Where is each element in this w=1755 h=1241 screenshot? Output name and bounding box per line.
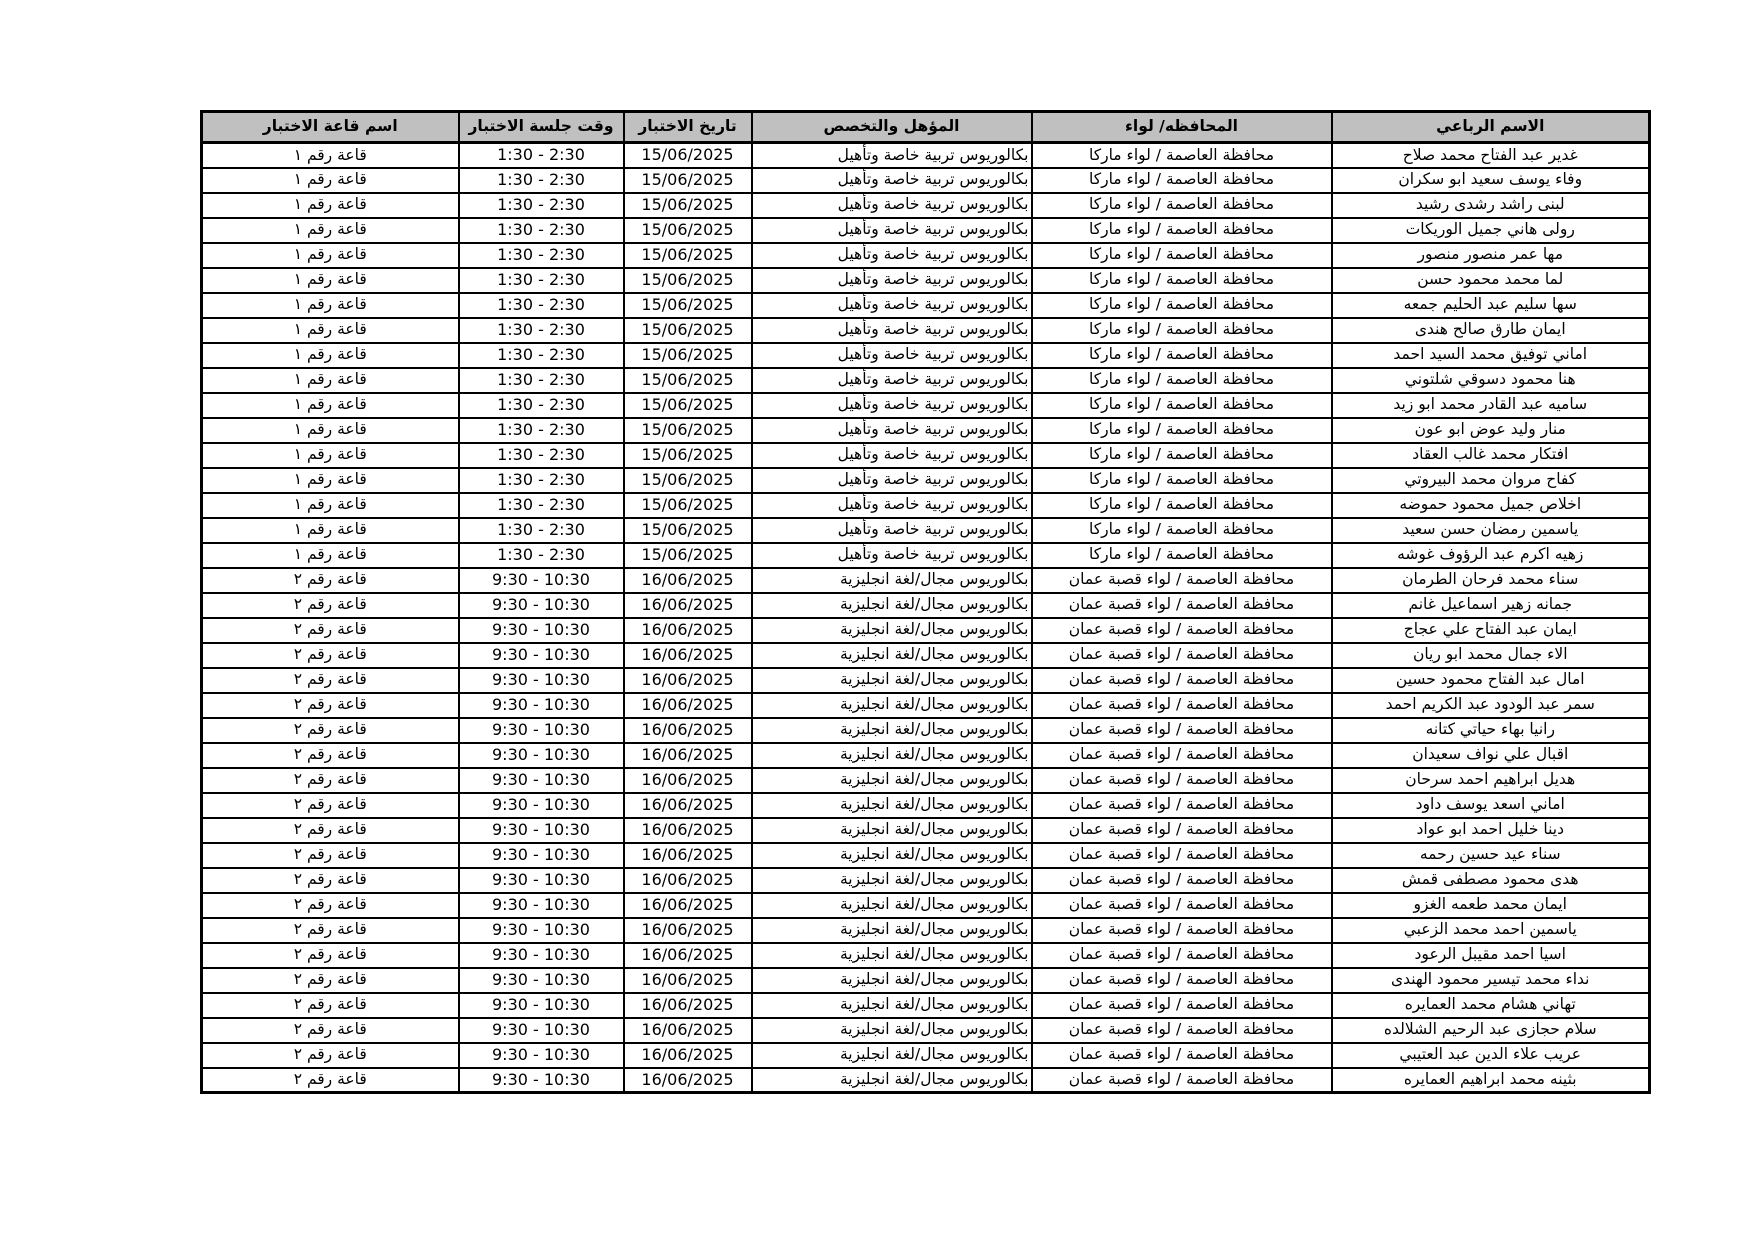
cell-full-name: اماني اسعد يوسف داود — [1332, 793, 1650, 818]
cell-exam-date: 15/06/2025 — [624, 418, 752, 443]
table-row — [202, 443, 1650, 468]
cell-exam-hall: قاعة رقم ١ — [202, 543, 459, 568]
table-row — [202, 843, 1650, 868]
cell-full-name: رانيا بهاء حياتي كتانه — [1332, 718, 1650, 743]
header-governorate: المحافظه/ لواء — [1032, 112, 1332, 143]
cell-full-name: عريب علاء الدين عبد العتيبي — [1332, 1043, 1650, 1068]
cell-governorate: محافظة العاصمة / لواء قصبة عمان — [1032, 593, 1332, 618]
cell-qualification: بكالوريوس تربية خاصة وتأهيل — [752, 268, 1032, 293]
cell-full-name: سلام حجازى عبد الرحيم الشلالده — [1332, 1018, 1650, 1043]
cell-qualification: بكالوريوس مجال/لغة انجليزية — [752, 568, 1032, 593]
cell-exam-date: 16/06/2025 — [624, 668, 752, 693]
cell-full-name: هنا محمود دسوقي شلتوني — [1332, 368, 1650, 393]
cell-full-name: كفاح مروان محمد البيروتي — [1332, 468, 1650, 493]
cell-exam-hall: قاعة رقم ٢ — [202, 768, 459, 793]
cell-exam-time: 1:30 - 2:30 — [459, 193, 624, 218]
cell-qualification: بكالوريوس مجال/لغة انجليزية — [752, 618, 1032, 643]
cell-qualification: بكالوريوس مجال/لغة انجليزية — [752, 943, 1032, 968]
cell-qualification: بكالوريوس مجال/لغة انجليزية — [752, 1043, 1032, 1068]
cell-exam-time: 1:30 - 2:30 — [459, 543, 624, 568]
cell-exam-time: 9:30 - 10:30 — [459, 843, 624, 868]
cell-exam-hall: قاعة رقم ٢ — [202, 568, 459, 593]
cell-governorate: محافظة العاصمة / لواء ماركا — [1032, 218, 1332, 243]
cell-exam-hall: قاعة رقم ٢ — [202, 868, 459, 893]
cell-exam-hall: قاعة رقم ٢ — [202, 993, 459, 1018]
cell-exam-time: 1:30 - 2:30 — [459, 443, 624, 468]
table-row — [202, 868, 1650, 893]
cell-exam-date: 16/06/2025 — [624, 693, 752, 718]
cell-exam-hall: قاعة رقم ٢ — [202, 1043, 459, 1068]
cell-exam-time: 9:30 - 10:30 — [459, 993, 624, 1018]
exam-table-body — [202, 143, 1650, 1093]
table-row — [202, 968, 1650, 993]
cell-governorate: محافظة العاصمة / لواء قصبة عمان — [1032, 768, 1332, 793]
cell-qualification: بكالوريوس تربية خاصة وتأهيل — [752, 193, 1032, 218]
cell-qualification: بكالوريوس تربية خاصة وتأهيل — [752, 218, 1032, 243]
header-qualification: المؤهل والتخصص — [752, 112, 1032, 143]
table-row — [202, 893, 1650, 918]
cell-exam-date: 15/06/2025 — [624, 193, 752, 218]
cell-qualification: بكالوريوس تربية خاصة وتأهيل — [752, 443, 1032, 468]
cell-governorate: محافظة العاصمة / لواء ماركا — [1032, 493, 1332, 518]
cell-qualification: بكالوريوس مجال/لغة انجليزية — [752, 768, 1032, 793]
table-row — [202, 543, 1650, 568]
cell-full-name: نداء محمد تيسير محمود الهندى — [1332, 968, 1650, 993]
cell-exam-hall: قاعة رقم ١ — [202, 293, 459, 318]
table-row — [202, 718, 1650, 743]
cell-exam-time: 9:30 - 10:30 — [459, 618, 624, 643]
cell-governorate: محافظة العاصمة / لواء قصبة عمان — [1032, 643, 1332, 668]
cell-exam-time: 9:30 - 10:30 — [459, 718, 624, 743]
cell-exam-time: 1:30 - 2:30 — [459, 293, 624, 318]
cell-exam-time: 1:30 - 2:30 — [459, 218, 624, 243]
cell-governorate: محافظة العاصمة / لواء قصبة عمان — [1032, 893, 1332, 918]
cell-full-name: رولى هاني جميل الوريكات — [1332, 218, 1650, 243]
cell-full-name: اماني توفيق محمد السيد احمد — [1332, 343, 1650, 368]
cell-exam-date: 16/06/2025 — [624, 593, 752, 618]
cell-exam-time: 9:30 - 10:30 — [459, 768, 624, 793]
cell-governorate: محافظة العاصمة / لواء ماركا — [1032, 543, 1332, 568]
cell-full-name: امال عبد الفتاح محمود حسين — [1332, 668, 1650, 693]
table-header — [202, 112, 1650, 143]
exam-schedule-table-container — [200, 110, 1648, 1094]
table-row — [202, 343, 1650, 368]
cell-governorate: محافظة العاصمة / لواء ماركا — [1032, 518, 1332, 543]
cell-governorate: محافظة العاصمة / لواء قصبة عمان — [1032, 718, 1332, 743]
cell-exam-date: 15/06/2025 — [624, 243, 752, 268]
cell-qualification: بكالوريوس مجال/لغة انجليزية — [752, 818, 1032, 843]
cell-qualification: بكالوريوس تربية خاصة وتأهيل — [752, 368, 1032, 393]
cell-full-name: ايمان طارق صالح هندى — [1332, 318, 1650, 343]
table-row — [202, 643, 1650, 668]
table-row — [202, 1068, 1650, 1093]
cell-governorate: محافظة العاصمة / لواء ماركا — [1032, 393, 1332, 418]
cell-governorate: محافظة العاصمة / لواء ماركا — [1032, 243, 1332, 268]
header-exam-hall: اسم قاعة الاختبار — [202, 112, 459, 143]
cell-exam-time: 9:30 - 10:30 — [459, 643, 624, 668]
cell-governorate: محافظة العاصمة / لواء قصبة عمان — [1032, 818, 1332, 843]
cell-governorate: محافظة العاصمة / لواء ماركا — [1032, 343, 1332, 368]
table-row — [202, 243, 1650, 268]
table-row — [202, 693, 1650, 718]
cell-governorate: محافظة العاصمة / لواء ماركا — [1032, 268, 1332, 293]
table-row — [202, 943, 1650, 968]
cell-exam-date: 15/06/2025 — [624, 518, 752, 543]
table-row — [202, 168, 1650, 193]
cell-full-name: مها عمر منصور منصور — [1332, 243, 1650, 268]
cell-full-name: ساميه عبد القادر محمد ابو زيد — [1332, 393, 1650, 418]
cell-qualification: بكالوريوس مجال/لغة انجليزية — [752, 668, 1032, 693]
cell-exam-hall: قاعة رقم ٢ — [202, 1068, 459, 1093]
cell-exam-hall: قاعة رقم ٢ — [202, 968, 459, 993]
cell-exam-time: 1:30 - 2:30 — [459, 143, 624, 168]
cell-qualification: بكالوريوس تربية خاصة وتأهيل — [752, 418, 1032, 443]
cell-exam-time: 1:30 - 2:30 — [459, 493, 624, 518]
cell-governorate: محافظة العاصمة / لواء قصبة عمان — [1032, 1018, 1332, 1043]
cell-qualification: بكالوريوس تربية خاصة وتأهيل — [752, 493, 1032, 518]
cell-full-name: اخلاص جميل محمود حموضه — [1332, 493, 1650, 518]
cell-exam-time: 1:30 - 2:30 — [459, 168, 624, 193]
cell-governorate: محافظة العاصمة / لواء قصبة عمان — [1032, 1068, 1332, 1093]
cell-exam-hall: قاعة رقم ٢ — [202, 918, 459, 943]
cell-exam-date: 16/06/2025 — [624, 1018, 752, 1043]
cell-exam-time: 1:30 - 2:30 — [459, 343, 624, 368]
cell-exam-date: 15/06/2025 — [624, 493, 752, 518]
cell-full-name: زهيه اكرم عبد الرؤوف غوشه — [1332, 543, 1650, 568]
cell-exam-date: 16/06/2025 — [624, 868, 752, 893]
cell-exam-hall: قاعة رقم ١ — [202, 143, 459, 168]
cell-governorate: محافظة العاصمة / لواء قصبة عمان — [1032, 968, 1332, 993]
cell-exam-hall: قاعة رقم ١ — [202, 393, 459, 418]
cell-full-name: ياسمين رمضان حسن سعيد — [1332, 518, 1650, 543]
cell-exam-hall: قاعة رقم ١ — [202, 518, 459, 543]
cell-qualification: بكالوريوس مجال/لغة انجليزية — [752, 593, 1032, 618]
cell-governorate: محافظة العاصمة / لواء قصبة عمان — [1032, 668, 1332, 693]
table-row — [202, 1043, 1650, 1068]
cell-exam-time: 9:30 - 10:30 — [459, 1043, 624, 1068]
table-row — [202, 368, 1650, 393]
cell-full-name: ايمان محمد طعمه الغزو — [1332, 893, 1650, 918]
cell-exam-time: 9:30 - 10:30 — [459, 818, 624, 843]
cell-exam-hall: قاعة رقم ١ — [202, 468, 459, 493]
cell-exam-date: 16/06/2025 — [624, 818, 752, 843]
cell-full-name: سمر عبد الودود عبد الكريم احمد — [1332, 693, 1650, 718]
cell-exam-time: 9:30 - 10:30 — [459, 968, 624, 993]
cell-full-name: سناء محمد فرحان الطرمان — [1332, 568, 1650, 593]
table-row — [202, 568, 1650, 593]
table-row — [202, 318, 1650, 343]
cell-exam-hall: قاعة رقم ٢ — [202, 643, 459, 668]
cell-exam-hall: قاعة رقم ٢ — [202, 593, 459, 618]
cell-exam-hall: قاعة رقم ٢ — [202, 793, 459, 818]
cell-exam-date: 15/06/2025 — [624, 268, 752, 293]
cell-governorate: محافظة العاصمة / لواء ماركا — [1032, 143, 1332, 168]
cell-full-name: دينا خليل احمد ابو عواد — [1332, 818, 1650, 843]
cell-qualification: بكالوريوس مجال/لغة انجليزية — [752, 868, 1032, 893]
cell-qualification: بكالوريوس مجال/لغة انجليزية — [752, 743, 1032, 768]
cell-qualification: بكالوريوس تربية خاصة وتأهيل — [752, 243, 1032, 268]
cell-exam-date: 16/06/2025 — [624, 943, 752, 968]
cell-exam-hall: قاعة رقم ٢ — [202, 668, 459, 693]
table-row — [202, 293, 1650, 318]
cell-exam-date: 16/06/2025 — [624, 568, 752, 593]
cell-exam-hall: قاعة رقم ٢ — [202, 718, 459, 743]
cell-exam-time: 1:30 - 2:30 — [459, 393, 624, 418]
cell-qualification: بكالوريوس مجال/لغة انجليزية — [752, 1068, 1032, 1093]
cell-governorate: محافظة العاصمة / لواء ماركا — [1032, 318, 1332, 343]
header-exam-time: وقت جلسة الاختبار — [459, 112, 624, 143]
cell-exam-hall: قاعة رقم ١ — [202, 193, 459, 218]
cell-exam-date: 15/06/2025 — [624, 143, 752, 168]
cell-exam-date: 16/06/2025 — [624, 768, 752, 793]
cell-exam-date: 15/06/2025 — [624, 543, 752, 568]
cell-exam-date: 16/06/2025 — [624, 993, 752, 1018]
cell-exam-date: 15/06/2025 — [624, 443, 752, 468]
cell-governorate: محافظة العاصمة / لواء ماركا — [1032, 368, 1332, 393]
table-row — [202, 518, 1650, 543]
cell-exam-date: 15/06/2025 — [624, 318, 752, 343]
cell-qualification: بكالوريوس مجال/لغة انجليزية — [752, 793, 1032, 818]
cell-qualification: بكالوريوس مجال/لغة انجليزية — [752, 893, 1032, 918]
cell-full-name: غدير عبد الفتاح محمد صلاح — [1332, 143, 1650, 168]
cell-full-name: لما محمد محمود حسن — [1332, 268, 1650, 293]
cell-full-name: تهاني هشام محمد العمايره — [1332, 993, 1650, 1018]
cell-qualification: بكالوريوس مجال/لغة انجليزية — [752, 918, 1032, 943]
cell-exam-time: 9:30 - 10:30 — [459, 893, 624, 918]
cell-qualification: بكالوريوس تربية خاصة وتأهيل — [752, 168, 1032, 193]
cell-governorate: محافظة العاصمة / لواء قصبة عمان — [1032, 743, 1332, 768]
table-row — [202, 218, 1650, 243]
cell-exam-hall: قاعة رقم ١ — [202, 218, 459, 243]
cell-full-name: جمانه زهير اسماعيل غانم — [1332, 593, 1650, 618]
table-row — [202, 1018, 1650, 1043]
cell-full-name: ياسمين احمد محمد الزعبي — [1332, 918, 1650, 943]
cell-full-name: اقبال علي نواف سعيدان — [1332, 743, 1650, 768]
cell-qualification: بكالوريوس تربية خاصة وتأهيل — [752, 143, 1032, 168]
cell-exam-date: 16/06/2025 — [624, 793, 752, 818]
cell-governorate: محافظة العاصمة / لواء قصبة عمان — [1032, 793, 1332, 818]
cell-exam-hall: قاعة رقم ١ — [202, 443, 459, 468]
table-row — [202, 618, 1650, 643]
cell-exam-hall: قاعة رقم ١ — [202, 343, 459, 368]
cell-exam-time: 9:30 - 10:30 — [459, 743, 624, 768]
cell-exam-date: 16/06/2025 — [624, 718, 752, 743]
cell-governorate: محافظة العاصمة / لواء قصبة عمان — [1032, 868, 1332, 893]
cell-governorate: محافظة العاصمة / لواء ماركا — [1032, 443, 1332, 468]
table-row — [202, 818, 1650, 843]
cell-qualification: بكالوريوس تربية خاصة وتأهيل — [752, 343, 1032, 368]
cell-governorate: محافظة العاصمة / لواء ماركا — [1032, 168, 1332, 193]
cell-exam-date: 15/06/2025 — [624, 368, 752, 393]
cell-exam-time: 9:30 - 10:30 — [459, 668, 624, 693]
cell-exam-time: 9:30 - 10:30 — [459, 918, 624, 943]
cell-exam-date: 15/06/2025 — [624, 168, 752, 193]
cell-governorate: محافظة العاصمة / لواء قصبة عمان — [1032, 943, 1332, 968]
cell-full-name: الاء جمال محمد ابو ريان — [1332, 643, 1650, 668]
cell-full-name: منار وليد عوض ابو عون — [1332, 418, 1650, 443]
cell-exam-hall: قاعة رقم ١ — [202, 318, 459, 343]
cell-exam-time: 1:30 - 2:30 — [459, 368, 624, 393]
cell-exam-hall: قاعة رقم ٢ — [202, 818, 459, 843]
table-row — [202, 193, 1650, 218]
cell-governorate: محافظة العاصمة / لواء ماركا — [1032, 418, 1332, 443]
cell-exam-hall: قاعة رقم ٢ — [202, 743, 459, 768]
cell-governorate: محافظة العاصمة / لواء قصبة عمان — [1032, 568, 1332, 593]
cell-governorate: محافظة العاصمة / لواء قصبة عمان — [1032, 1043, 1332, 1068]
cell-exam-hall: قاعة رقم ٢ — [202, 943, 459, 968]
cell-exam-hall: قاعة رقم ١ — [202, 418, 459, 443]
cell-qualification: بكالوريوس مجال/لغة انجليزية — [752, 643, 1032, 668]
cell-exam-hall: قاعة رقم ٢ — [202, 693, 459, 718]
cell-governorate: محافظة العاصمة / لواء ماركا — [1032, 293, 1332, 318]
table-row — [202, 493, 1650, 518]
cell-governorate: محافظة العاصمة / لواء قصبة عمان — [1032, 618, 1332, 643]
cell-full-name: هدى محمود مصطفى قمش — [1332, 868, 1650, 893]
cell-governorate: محافظة العاصمة / لواء قصبة عمان — [1032, 843, 1332, 868]
table-row — [202, 993, 1650, 1018]
cell-qualification: بكالوريوس مجال/لغة انجليزية — [752, 993, 1032, 1018]
cell-exam-time: 1:30 - 2:30 — [459, 318, 624, 343]
cell-exam-hall: قاعة رقم ١ — [202, 493, 459, 518]
cell-exam-time: 9:30 - 10:30 — [459, 593, 624, 618]
cell-exam-hall: قاعة رقم ١ — [202, 168, 459, 193]
cell-exam-time: 1:30 - 2:30 — [459, 268, 624, 293]
cell-full-name: وفاء يوسف سعيد ابو سكران — [1332, 168, 1650, 193]
cell-exam-date: 16/06/2025 — [624, 743, 752, 768]
cell-qualification: بكالوريوس مجال/لغة انجليزية — [752, 718, 1032, 743]
cell-exam-time: 9:30 - 10:30 — [459, 568, 624, 593]
cell-full-name: سها سليم عبد الحليم جمعه — [1332, 293, 1650, 318]
table-row — [202, 468, 1650, 493]
cell-qualification: بكالوريوس تربية خاصة وتأهيل — [752, 293, 1032, 318]
cell-exam-date: 16/06/2025 — [624, 1043, 752, 1068]
header-full-name: الاسم الرباعي — [1332, 112, 1650, 143]
cell-exam-hall: قاعة رقم ١ — [202, 268, 459, 293]
cell-exam-date: 16/06/2025 — [624, 893, 752, 918]
cell-exam-time: 1:30 - 2:30 — [459, 418, 624, 443]
cell-qualification: بكالوريوس تربية خاصة وتأهيل — [752, 318, 1032, 343]
cell-full-name: سناء عيد حسين رحمه — [1332, 843, 1650, 868]
cell-exam-time: 9:30 - 10:30 — [459, 1068, 624, 1093]
cell-qualification: بكالوريوس مجال/لغة انجليزية — [752, 843, 1032, 868]
cell-exam-time: 9:30 - 10:30 — [459, 1018, 624, 1043]
cell-governorate: محافظة العاصمة / لواء قصبة عمان — [1032, 918, 1332, 943]
cell-exam-time: 1:30 - 2:30 — [459, 468, 624, 493]
table-row — [202, 768, 1650, 793]
cell-qualification: بكالوريوس مجال/لغة انجليزية — [752, 1018, 1032, 1043]
cell-exam-date: 16/06/2025 — [624, 843, 752, 868]
table-row — [202, 668, 1650, 693]
table-row — [202, 743, 1650, 768]
cell-exam-hall: قاعة رقم ١ — [202, 243, 459, 268]
cell-full-name: هديل ابراهيم احمد سرحان — [1332, 768, 1650, 793]
cell-qualification: بكالوريوس تربية خاصة وتأهيل — [752, 543, 1032, 568]
cell-full-name: ايمان عبد الفتاح علي عجاج — [1332, 618, 1650, 643]
cell-exam-hall: قاعة رقم ١ — [202, 368, 459, 393]
cell-governorate: محافظة العاصمة / لواء قصبة عمان — [1032, 693, 1332, 718]
cell-qualification: بكالوريوس تربية خاصة وتأهيل — [752, 518, 1032, 543]
cell-full-name: بثينه محمد ابراهيم العمايره — [1332, 1068, 1650, 1093]
cell-exam-date: 16/06/2025 — [624, 643, 752, 668]
cell-qualification: بكالوريوس تربية خاصة وتأهيل — [752, 468, 1032, 493]
cell-exam-hall: قاعة رقم ٢ — [202, 618, 459, 643]
cell-full-name: لبنى راشد رشدى رشيد — [1332, 193, 1650, 218]
cell-exam-date: 16/06/2025 — [624, 968, 752, 993]
table-row — [202, 393, 1650, 418]
cell-qualification: بكالوريوس تربية خاصة وتأهيل — [752, 393, 1032, 418]
cell-exam-hall: قاعة رقم ٢ — [202, 1018, 459, 1043]
cell-governorate: محافظة العاصمة / لواء ماركا — [1032, 468, 1332, 493]
cell-exam-date: 15/06/2025 — [624, 293, 752, 318]
cell-exam-time: 1:30 - 2:30 — [459, 243, 624, 268]
table-row — [202, 418, 1650, 443]
cell-exam-date: 16/06/2025 — [624, 918, 752, 943]
cell-exam-hall: قاعة رقم ٢ — [202, 893, 459, 918]
table-row — [202, 143, 1650, 168]
cell-exam-date: 15/06/2025 — [624, 393, 752, 418]
cell-exam-date: 16/06/2025 — [624, 1068, 752, 1093]
cell-qualification: بكالوريوس مجال/لغة انجليزية — [752, 968, 1032, 993]
table-row — [202, 918, 1650, 943]
cell-governorate: محافظة العاصمة / لواء قصبة عمان — [1032, 993, 1332, 1018]
header-exam-date: تاريخ الاختبار — [624, 112, 752, 143]
cell-exam-date: 16/06/2025 — [624, 618, 752, 643]
cell-full-name: افتكار محمد غالب العقاد — [1332, 443, 1650, 468]
cell-full-name: اسيا احمد مقيبل الرعود — [1332, 943, 1650, 968]
table-row — [202, 268, 1650, 293]
cell-qualification: بكالوريوس مجال/لغة انجليزية — [752, 693, 1032, 718]
cell-exam-time: 9:30 - 10:30 — [459, 868, 624, 893]
header-row — [202, 112, 1650, 143]
cell-exam-time: 9:30 - 10:30 — [459, 693, 624, 718]
cell-governorate: محافظة العاصمة / لواء ماركا — [1032, 193, 1332, 218]
cell-exam-time: 9:30 - 10:30 — [459, 943, 624, 968]
cell-exam-time: 1:30 - 2:30 — [459, 518, 624, 543]
cell-exam-hall: قاعة رقم ٢ — [202, 843, 459, 868]
table-row — [202, 593, 1650, 618]
exam-schedule-table — [200, 110, 1651, 1094]
cell-exam-date: 15/06/2025 — [624, 343, 752, 368]
cell-exam-time: 9:30 - 10:30 — [459, 793, 624, 818]
cell-exam-date: 15/06/2025 — [624, 468, 752, 493]
table-row — [202, 793, 1650, 818]
cell-exam-date: 15/06/2025 — [624, 218, 752, 243]
